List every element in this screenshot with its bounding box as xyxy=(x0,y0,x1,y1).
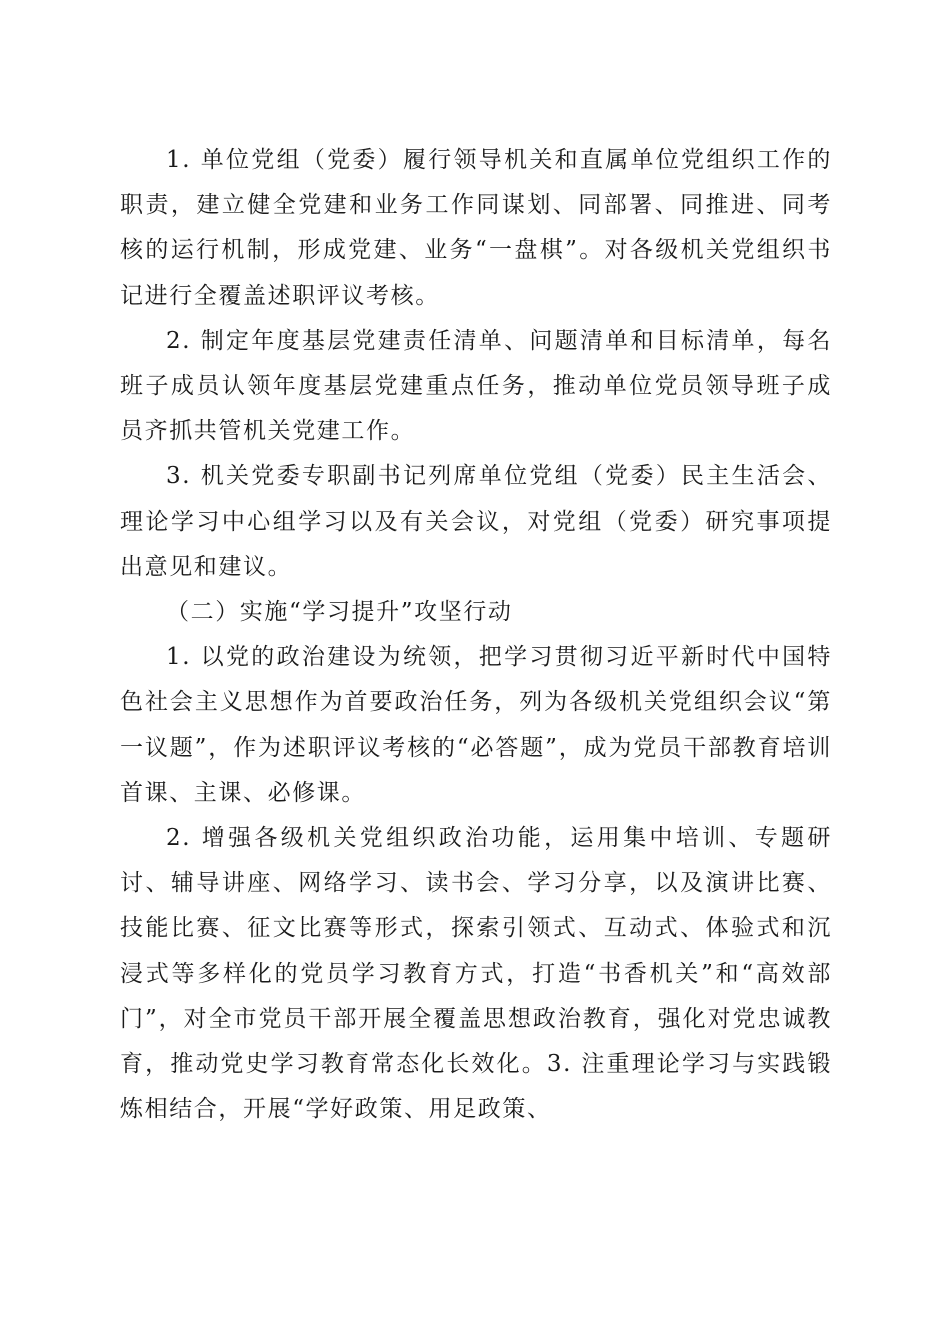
paragraph-2: 2. 制定年度基层党建责任清单、问题清单和目标清单，每名班子成员认领年度基层党建重点任务，推动单位党员领导班子成员齐抓共管机关党建工作。 xyxy=(120,327,832,445)
section-heading: （二）实施“学习提升”攻坚行动 xyxy=(166,599,513,626)
document-page xyxy=(120,138,832,1132)
paragraph-3: 3. 机关党委专职副书记列席单位党组（党委）民主生活会、理论学习中心组学习以及有关会议，对党组（党委）研究事项提出意见和建议。 xyxy=(120,463,832,580)
paragraph-1: 1. 单位党组（党委）履行领导机关和直属单位党组织工作的职责，建立健全党建和业务工作同谋划、同部署、同推进、同考核的运行机制，形成党建、业务“一盘棋”。对各级机关党组织书记进行全覆盖述职评议考核。 xyxy=(120,147,832,309)
section-paragraph-1: 1. 以党的政治建设为统领，把学习贯彻习近平新时代中国特色社会主义思想作为首要政治任务，列为各级机关党组织会议“第一议题”，作为述职评议考核的“必答题”，成为党员干部教育培训首课、主课、必修课。 xyxy=(120,644,832,806)
section-paragraph-2: 2. 增强各级机关党组织政治功能，运用集中培训、专题研讨、辅导讲座、网络学习、读书会、学习分享，以及演讲比赛、技能比赛、征文比赛等形式，探索引领式、互动式、体验式和沉浸式等多样化的党员学习教育方式，打造“书香机关”和“高效部门”，对全市党员干部开展全覆盖思想政治教育，强化对党忠诚教育，推动党史学习教育常态化长效化。3. 注重理论学习与实践锻炼相结合，开展“学好政策、用足政策、 xyxy=(120,825,832,1123)
